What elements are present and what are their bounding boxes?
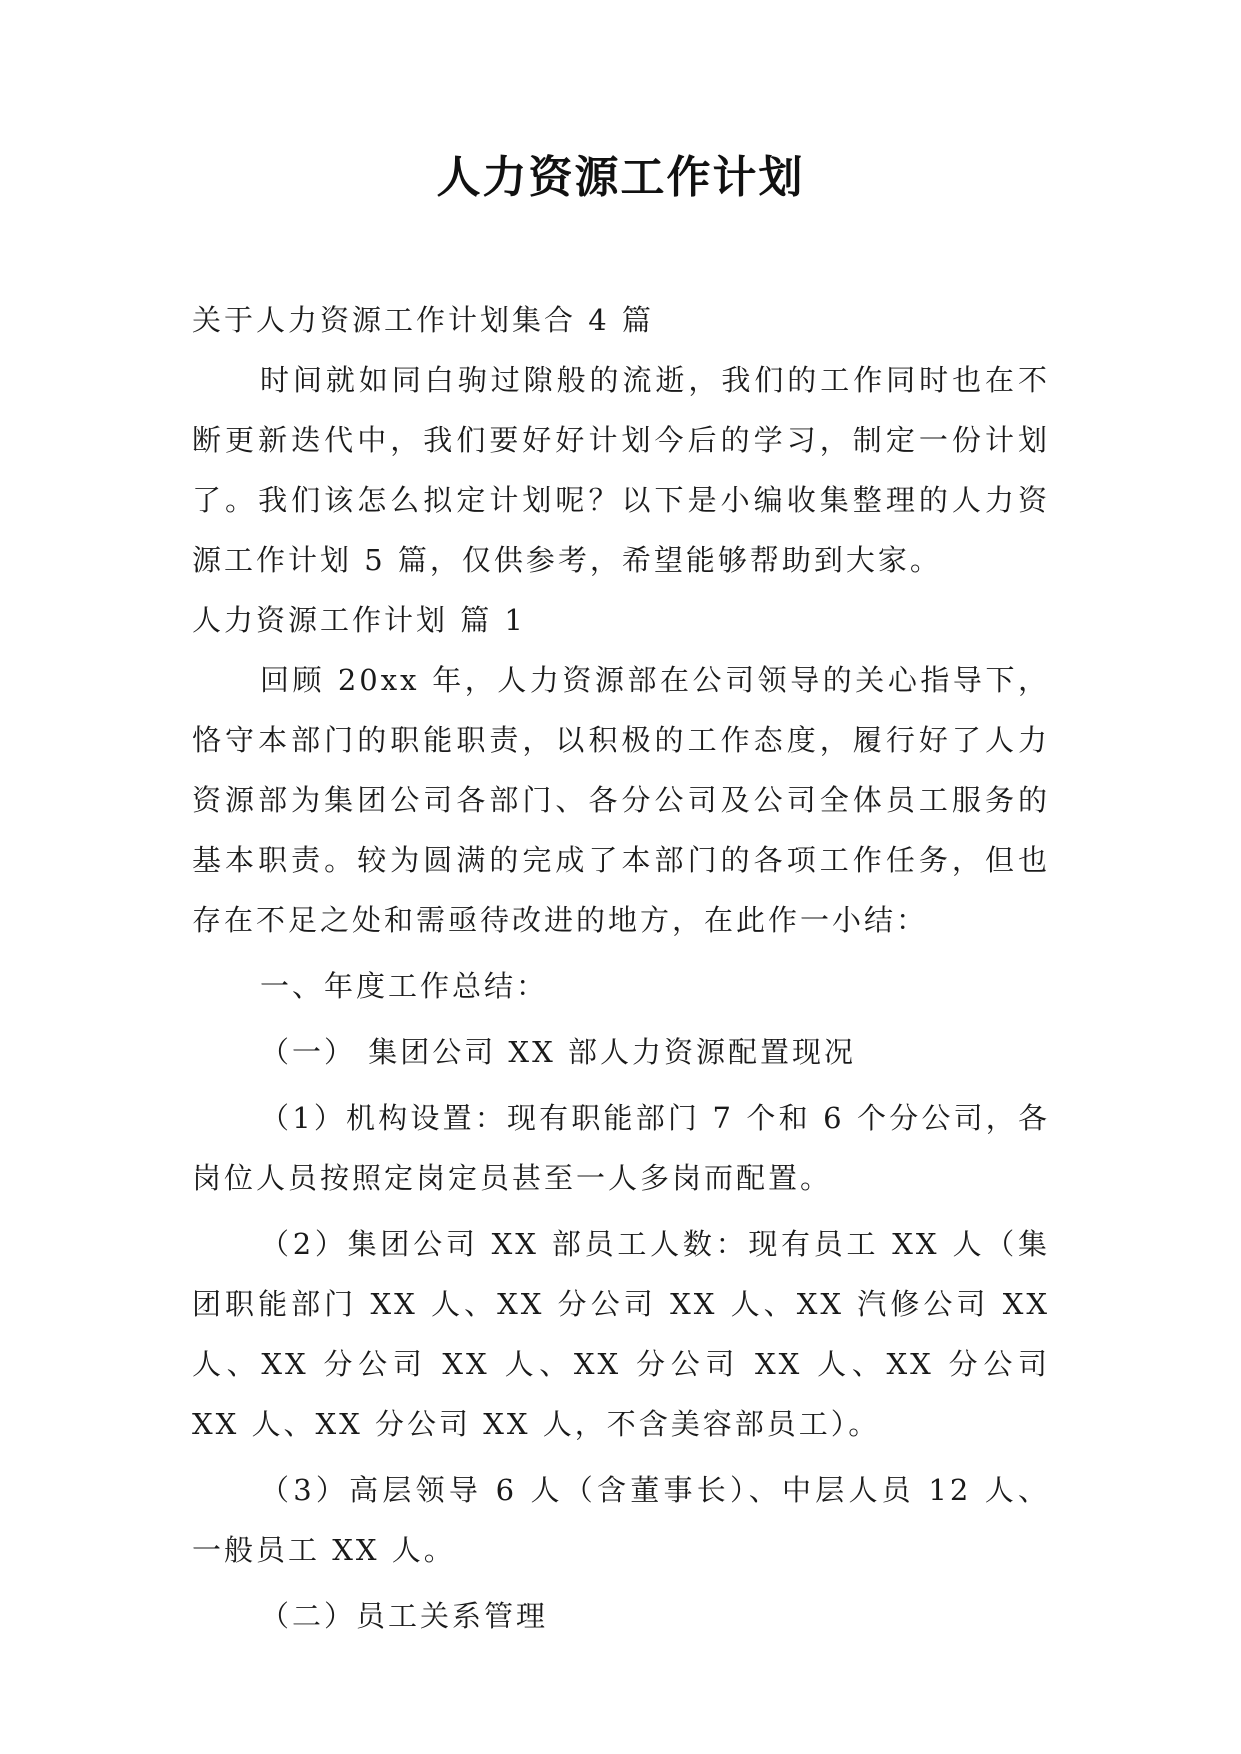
section-heading: 人力资源工作计划 篇 1	[192, 603, 526, 637]
review-paragraph: 回顾 20xx 年，人力资源部在公司领导的关心指导下，恪守本部门的职能职责，以积极的工作态度，履行好了人力资源部为集团公司各部门、各分公司及公司全体员工服务的基本职责。较为圆满的完成了本部门的各项工作任务，但也存在不足之处和需亟待改进的地方，在此作一小结：	[192, 663, 1050, 937]
list-item-3: （3）高层领导 6 人（含董事长）、中层人员 12 人、一般员工 XX 人。	[192, 1473, 1050, 1567]
document-body	[192, 290, 1050, 1646]
subsection-heading-2: （二）员工关系管理	[260, 1599, 549, 1633]
document-title: 人力资源工作计划	[436, 152, 805, 203]
list-item-2: （2）集团公司 XX 部员工人数：现有员工 XX 人（集团职能部门 XX 人、XX 分公司 XX 人、XX 汽修公司 XX 人、XX 分公司 XX 人、XX 分公司 XX 人、XX 分公司 XX 人、XX 分公司 XX 人，不含美容部员工）。	[192, 1227, 1050, 1441]
list-item-1: （1）机构设置：现有职能部门 7 个和 6 个分公司，各岗位人员按照定岗定员甚至一人多岗而配置。	[192, 1101, 1050, 1195]
intro-paragraph: 时间就如同白驹过隙般的流逝，我们的工作同时也在不断更新迭代中，我们要好好计划今后的学习，制定一份计划了。我们该怎么拟定计划呢？以下是小编收集整理的人力资源工作计划 5 篇，仅供参考，希望能够帮助到大家。	[192, 363, 1050, 577]
summary-heading: 一、年度工作总结：	[260, 969, 549, 1003]
subsection-heading-1: （一） 集团公司 XX 部人力资源配置现况	[260, 1035, 856, 1069]
document-subtitle: 关于人力资源工作计划集合 4 篇	[192, 303, 654, 337]
